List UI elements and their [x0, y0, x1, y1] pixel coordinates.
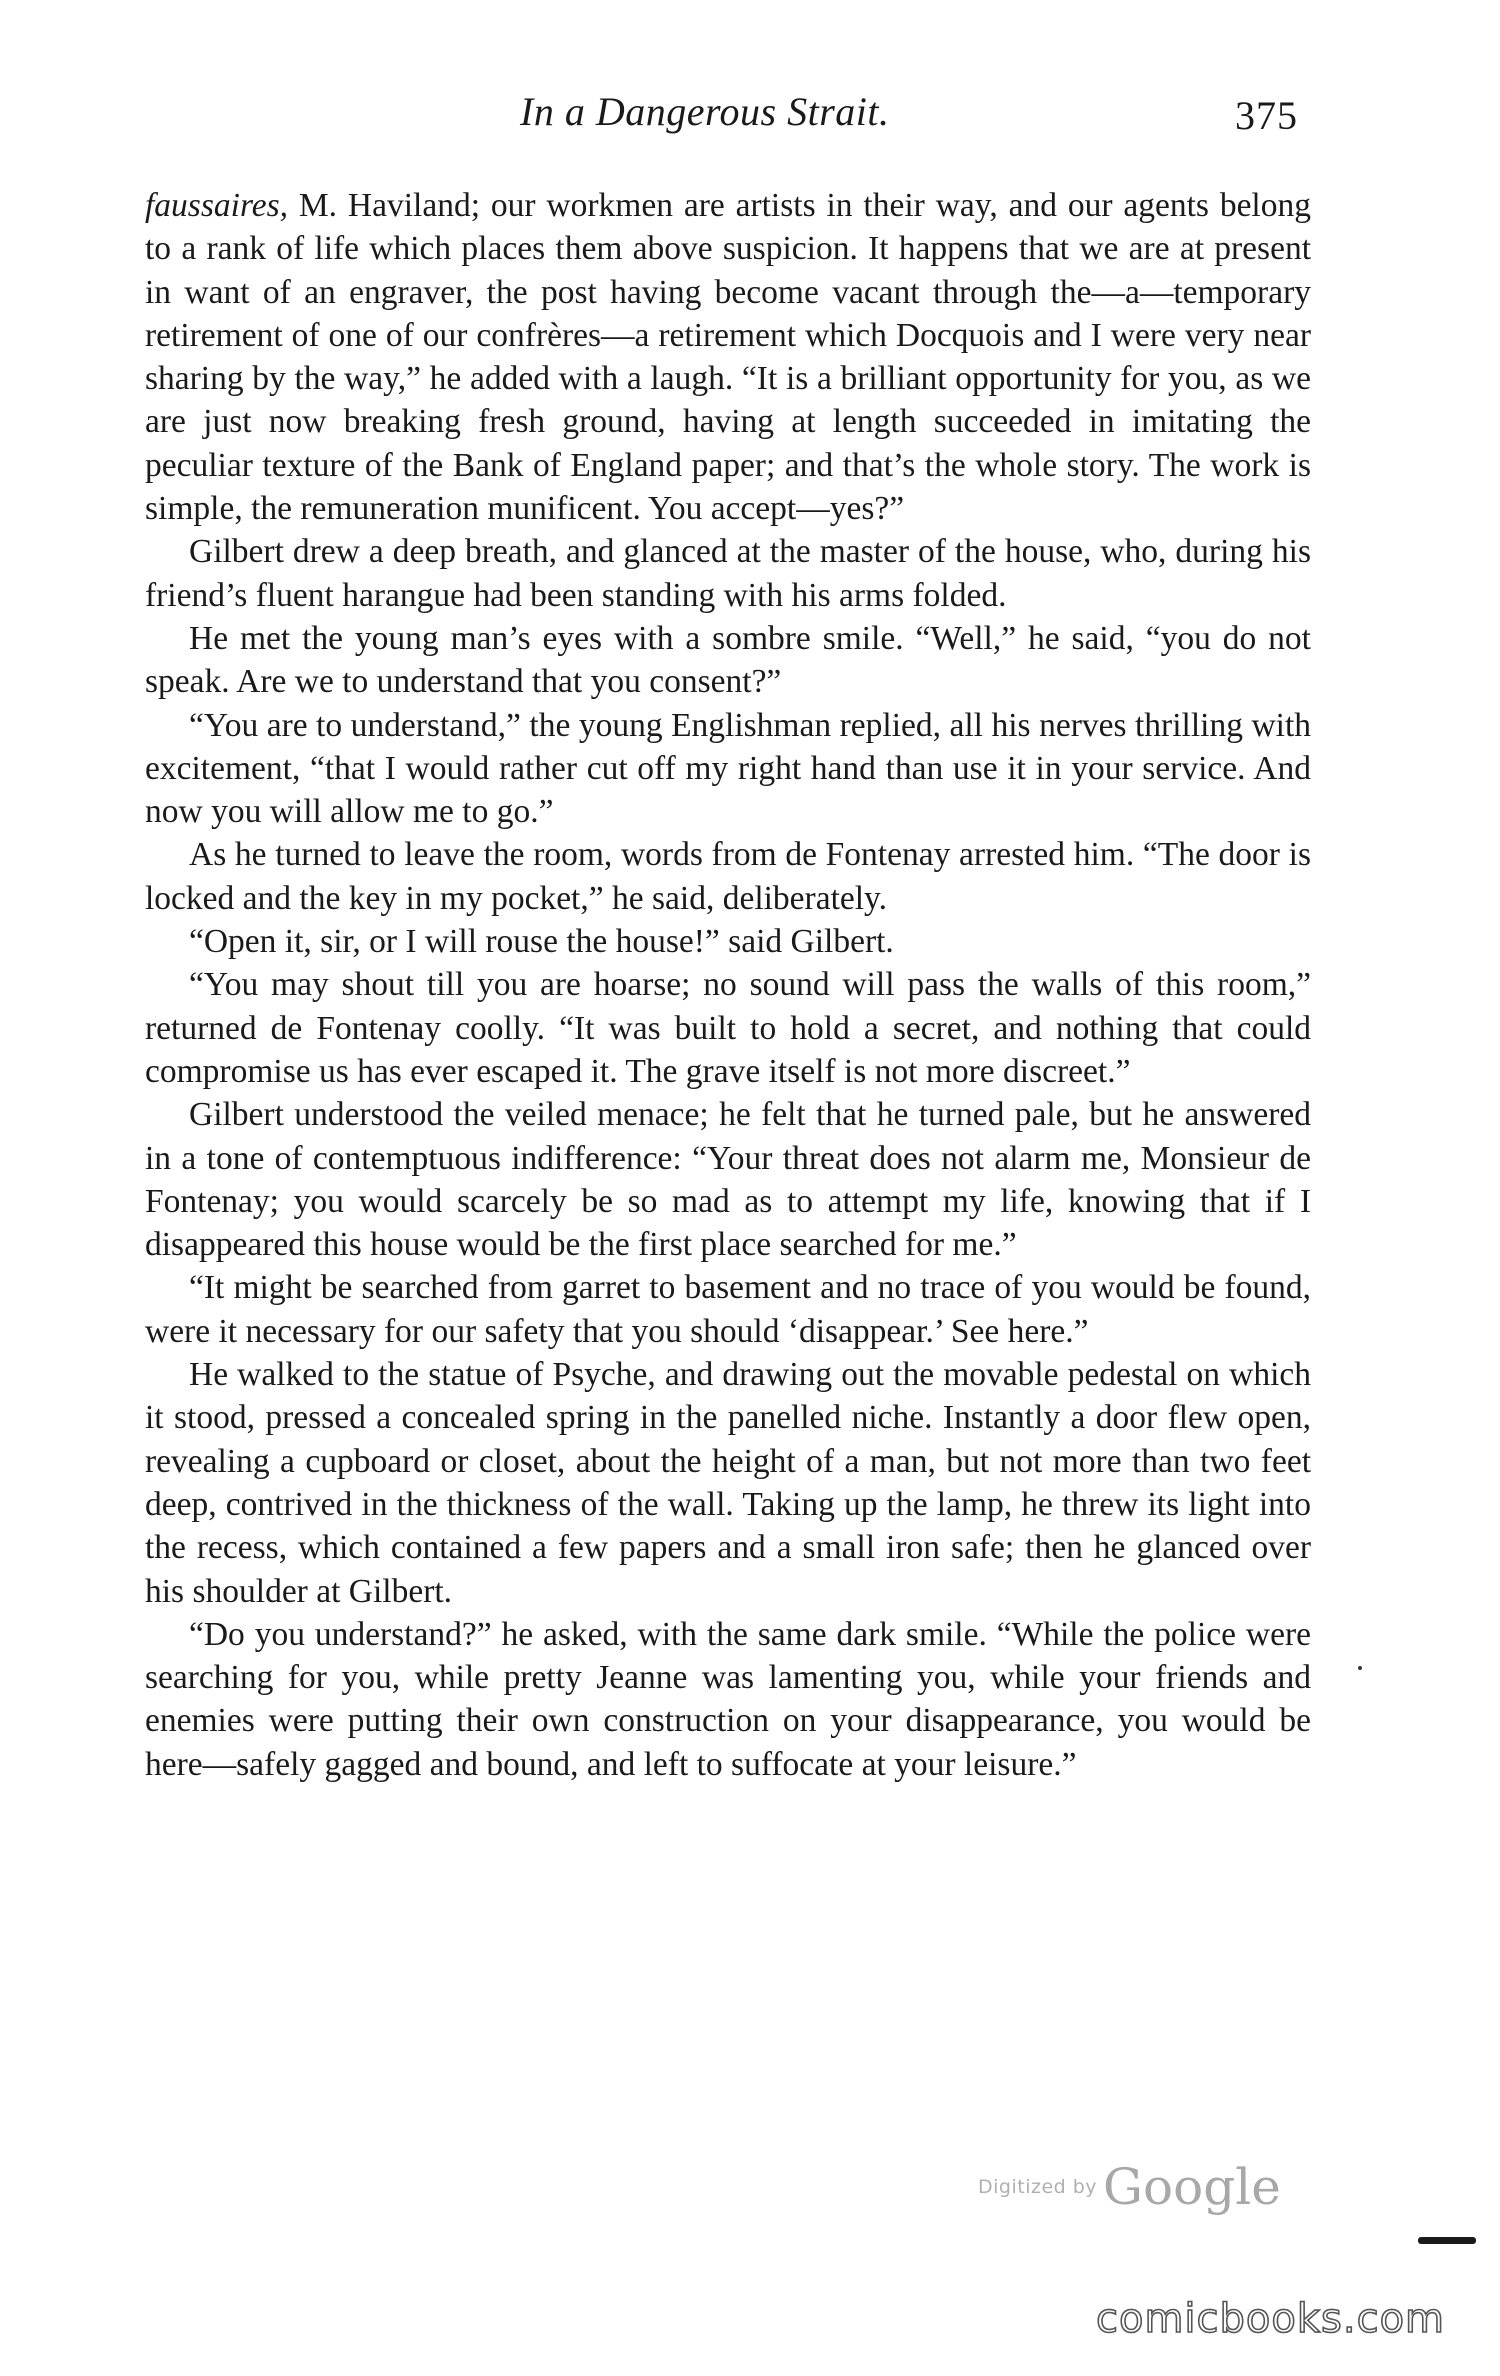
google-watermark: [978, 2158, 1281, 2216]
paragraph: Gilbert understood the veiled menace; he felt that he turned pale, but he answered in a tone of contemptuous indifference: “Your threat does not alarm me, Monsieur de Fontenay; you would scarcely be so mad as to attempt my life, knowing that if I disappeared this house would be the first place searched for me.”: [145, 1096, 1311, 1264]
paragraph: [145, 184, 1311, 530]
paragraph: As he turned to leave the room, words from de Fontenay arrested him. “The door is locked and the key in my pocket,” he said, deliberately.: [145, 836, 1311, 917]
paragraph: Gilbert drew a deep breath, and glanced at the master of the house, who, during his friend’s fluent harangue had been standing with his arms folded.: [145, 533, 1311, 614]
paragraph: “You may shout till you are hoarse; no sound will pass the walls of this room,” returned de Fontenay coolly. “It was built to hold a secret, and nothing that could compromise us has ever escaped it. The grave itself is not more discreet.”: [145, 966, 1311, 1090]
paragraph: “You are to understand,” the young Englishman replied, all his nerves thrilling with excitement, “that I would rather cut off my right hand than use it in your service. And now you will allow me to go.”: [145, 706, 1311, 831]
paragraph-text: M. Haviland; our workmen are artists in their way, and our agents belong to a rank of life which places them above suspicion. It happens that we are at present in want of an engraver, the post having become vacant through the—a—temporary retirement of one of our confrères—a retirement which Docquois and I were very near sharing by the way,” he added with a laugh. “It is a brilliant opportunity for you, as we are just now breaking fresh ground, having at length succeeded in imitating the peculiar texture of the Bank of England paper; and that’s the whole story. The work is simple, the remuneration munificent. You accept—yes?”: [145, 187, 1311, 528]
paragraph: He walked to the statue of Psyche, and drawing out the movable pedestal on which it stood, pressed a concealed spring in the panelled niche. Instantly a door flew open, revealing a cupboard or closet, about the height of a man, but not more than two feet deep, contrived in the thickness of the wall. Taking up the lamp, he threw its light into the recess, which contained a few papers and a small iron safe; then he glanced over his shoulder at Gilbert.: [145, 1356, 1311, 1610]
page-header: [0, 88, 1500, 148]
page-edge-mark: [1418, 2237, 1476, 2244]
site-watermark: comicbooks.com: [1096, 2296, 1446, 2342]
page-number: 375: [1235, 93, 1298, 138]
paragraph: He met the young man’s eyes with a sombre smile. “Well,” he said, “you do not speak. Are we to understand that you consent?”: [145, 619, 1311, 701]
body-text: [145, 184, 1311, 1786]
margin-speck: [1358, 1666, 1362, 1670]
paragraph: “Open it, sir, or I will rouse the house!” said Gilbert.: [189, 923, 894, 961]
google-logo: Google: [1103, 2158, 1281, 2216]
digitized-by-label: Digitized by: [978, 2176, 1098, 2198]
paragraph: “It might be searched from garret to basement and no trace of you would be found, were it necessary for our safety that you should ‘disappear.’ See here.”: [145, 1269, 1311, 1350]
running-title: In a Dangerous Strait.: [520, 89, 890, 134]
italic-lead-word: faussaires,: [145, 187, 289, 224]
paragraph: “Do you understand?” he asked, with the same dark smile. “While the police were searching for you, while pretty Jeanne was lamenting you, while your friends and enemies were putting their own construction on your disappearance, you would be here—safely gagged and bound, and left to suffocate at your leisure.”: [145, 1615, 1311, 1783]
